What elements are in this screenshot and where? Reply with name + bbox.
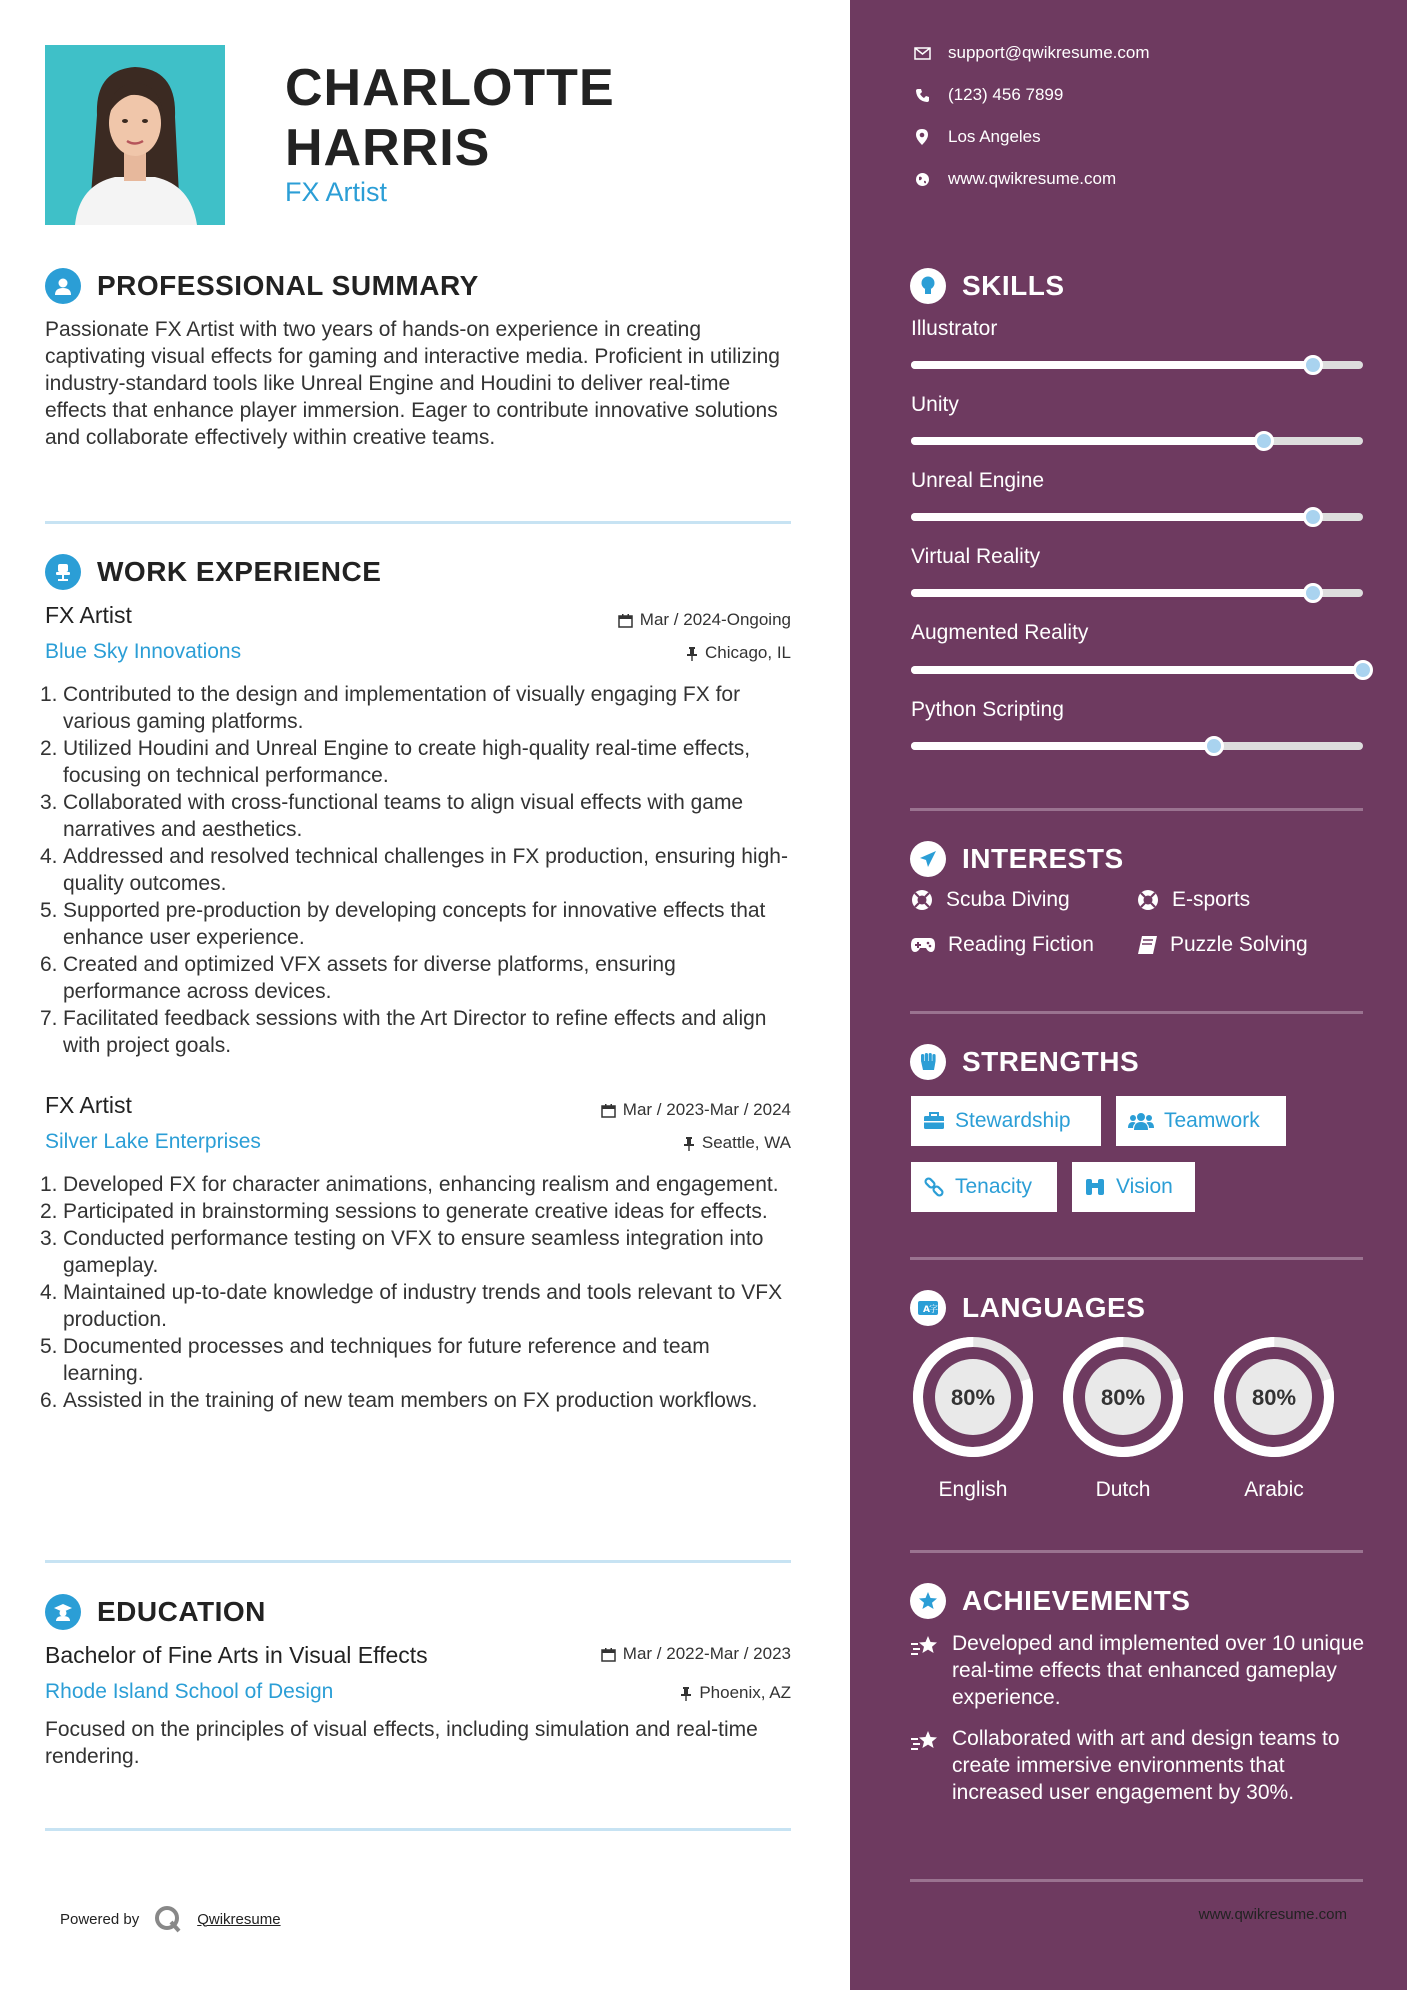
skill-fill — [911, 361, 1313, 369]
job-date-text: Mar / 2024-Ongoing — [639, 610, 791, 629]
user-circle-icon — [45, 268, 81, 304]
strength-label: Teamwork — [1164, 1109, 1260, 1132]
skills-title: SKILLS — [962, 270, 1065, 301]
language-label: Dutch — [1095, 1478, 1151, 1501]
sidebar-divider — [910, 1011, 1363, 1014]
list-item: 3. Conducted performance testing on VFX to ensure seamless integration into gameplay. — [40, 1227, 764, 1277]
language-item — [1212, 1335, 1336, 1502]
job-title: FX Artist — [45, 602, 132, 628]
portrait-illustration — [45, 45, 225, 225]
job-company: Silver Lake Enterprises — [45, 1130, 261, 1153]
education-text: Focused on the principles of visual effects, including simulation and real-time rendering. — [45, 1718, 758, 1768]
work-heading — [45, 554, 381, 590]
skill-knob — [1303, 355, 1323, 375]
powered-by-label: Powered by — [60, 1910, 140, 1928]
interest-label: Puzzle Solving — [1170, 933, 1308, 956]
degree-title: Bachelor of Fine Arts in Visual Effects — [45, 1642, 428, 1668]
paper-plane-icon — [910, 841, 946, 877]
job-location-text: Chicago, IL — [705, 643, 791, 662]
contact-location — [910, 127, 1041, 147]
svg-text:字: 字 — [929, 1305, 939, 1315]
school-name: Rhode Island School of Design — [45, 1680, 334, 1703]
contact-website — [910, 169, 1116, 189]
job-title: FX Artist — [45, 1092, 132, 1118]
pin-icon — [680, 1686, 692, 1701]
job-date — [601, 1100, 791, 1120]
job-date — [618, 610, 791, 630]
chair-icon — [45, 554, 81, 590]
interest-label: E-sports — [1172, 888, 1251, 911]
link-icon — [923, 1176, 945, 1198]
skill-label: Augmented Reality — [911, 621, 1089, 644]
interests-title: INTERESTS — [962, 843, 1124, 874]
language-percent: 80% — [1100, 1385, 1146, 1410]
sidebar-divider — [910, 808, 1363, 811]
interest-item — [1136, 933, 1308, 957]
footer-url[interactable]: www.qwikresume.com — [1198, 1906, 1347, 1923]
list-item: 5. Supported pre-production by developing concepts for innovative effects that enhance user experience. — [40, 899, 766, 949]
interests-heading — [910, 841, 1124, 877]
job-bullets — [40, 1171, 791, 1414]
qwikresume-logo-icon — [153, 1904, 183, 1934]
website-text[interactable]: www.qwikresume.com — [948, 169, 1117, 188]
job-location — [686, 643, 791, 663]
skill-bar — [911, 437, 1363, 445]
education-heading — [45, 1594, 266, 1630]
briefcase-icon — [923, 1112, 945, 1130]
list-item: 7. Facilitated feedback sessions with the Art Director to refine effects and align with project goals. — [40, 1007, 767, 1057]
skill-label: Python Scripting — [911, 698, 1064, 721]
translate-icon — [910, 1290, 946, 1326]
job-date-text: Mar / 2023-Mar / 2024 — [622, 1100, 791, 1119]
interest-label: Reading Fiction — [948, 933, 1094, 956]
strength-tag — [1072, 1162, 1195, 1212]
skill-bar — [911, 589, 1363, 597]
skill-fill — [911, 589, 1313, 597]
profile-photo — [45, 45, 225, 225]
qwikresume-link[interactable]: Qwikresume — [197, 1910, 281, 1928]
skill-label: Unity — [911, 393, 959, 416]
list-item: 2. Participated in brainstorming sessions to generate creative ideas for effects. — [40, 1200, 768, 1223]
skills-heading — [910, 268, 1065, 304]
phone-icon — [910, 88, 934, 103]
phone-text: (123) 456 7899 — [948, 85, 1064, 104]
list-item: 2. Utilized Houdini and Unreal Engine to create high-quality real-time effects, focusing on technical performance. — [40, 737, 751, 787]
achievements-title: ACHIEVEMENTS — [962, 1585, 1191, 1616]
list-item: 6. Assisted in the training of new team members on FX production workflows. — [40, 1389, 758, 1412]
languages-title: LANGUAGES — [962, 1292, 1146, 1323]
globe-icon — [910, 172, 934, 187]
sidebar-divider — [910, 1879, 1363, 1882]
language-ring — [1212, 1335, 1336, 1459]
language-label: Arabic — [1244, 1478, 1304, 1501]
language-item — [1061, 1335, 1185, 1502]
language-ring — [911, 1335, 1035, 1459]
envelope-icon — [910, 47, 934, 60]
powered-by — [60, 1904, 281, 1934]
binoculars-icon — [1084, 1177, 1106, 1197]
section-divider — [45, 521, 791, 524]
skill-knob — [1204, 736, 1224, 756]
skill-fill — [911, 513, 1313, 521]
language-label: English — [938, 1478, 1008, 1501]
skill-fill — [911, 437, 1264, 445]
language-percent: 80% — [950, 1385, 996, 1410]
summary-title: PROFESSIONAL SUMMARY — [97, 270, 479, 301]
calendar-icon — [601, 1103, 616, 1118]
language-percent: 80% — [1251, 1385, 1297, 1410]
interest-item — [910, 933, 1094, 957]
pin-icon — [683, 1136, 695, 1151]
contact-phone — [910, 85, 1063, 105]
job-company: Blue Sky Innovations — [45, 640, 242, 663]
map-marker-icon — [910, 129, 934, 145]
achievement-item — [910, 1630, 1370, 1711]
calendar-icon — [618, 613, 633, 628]
shooting-star-icon — [910, 1630, 952, 1711]
section-divider — [45, 1828, 791, 1831]
list-item: 5. Documented processes and techniques for future reference and team learning. — [40, 1335, 710, 1385]
name-last: HARRIS — [285, 119, 491, 177]
star-badge-icon — [910, 1583, 946, 1619]
achievement-text: Developed and implemented over 10 unique real-time effects that enhanced gameplay experience. — [952, 1632, 1365, 1709]
list-item: 3. Collaborated with cross-functional teams to align visual effects with game narratives and aesthetics. — [40, 791, 744, 841]
skill-knob — [1303, 583, 1323, 603]
list-item: 6. Created and optimized VFX assets for diverse platforms, ensuring performance across devices. — [40, 953, 676, 1003]
sidebar-divider — [910, 1257, 1363, 1260]
interest-item — [1136, 888, 1250, 912]
users-icon — [1128, 1111, 1154, 1131]
skill-knob — [1303, 507, 1323, 527]
interest-item — [910, 888, 1070, 912]
strength-label: Stewardship — [955, 1109, 1071, 1132]
achievement-item — [910, 1725, 1370, 1806]
lifebuoy-icon — [910, 888, 934, 912]
interest-label: Scuba Diving — [946, 888, 1070, 911]
pin-icon — [686, 646, 698, 661]
work-title: WORK EXPERIENCE — [97, 556, 382, 587]
strength-label: Vision — [1116, 1175, 1173, 1198]
skill-fill — [911, 666, 1363, 674]
summary-heading — [45, 268, 479, 304]
skill-bar — [911, 513, 1363, 521]
strength-label: Tenacity — [955, 1175, 1033, 1198]
job-bullets — [40, 681, 791, 1059]
languages-heading — [910, 1290, 1145, 1326]
skill-label: Unreal Engine — [911, 469, 1045, 492]
education-location — [680, 1683, 791, 1703]
skill-fill — [911, 742, 1214, 750]
list-item: 4. Maintained up-to-date knowledge of industry trends and tools relevant to VFX production. — [40, 1281, 783, 1331]
lifebuoy-icon — [1136, 888, 1160, 912]
strength-tag — [911, 1096, 1101, 1146]
sidebar-divider — [910, 1550, 1363, 1553]
language-ring — [1061, 1335, 1185, 1459]
list-item: 4. Addressed and resolved technical challenges in FX production, ensuring high-quality outcomes. — [40, 845, 788, 895]
skill-knob — [1254, 431, 1274, 451]
achievements-heading — [910, 1583, 1190, 1619]
candidate-role: FX Artist — [285, 177, 388, 207]
name-first: CHARLOTTE — [285, 59, 615, 117]
skill-bar — [911, 742, 1363, 750]
skill-label: Virtual Reality — [911, 545, 1041, 568]
skill-label: Illustrator — [911, 317, 998, 340]
candidate-name — [285, 58, 615, 178]
job-location — [683, 1133, 791, 1153]
skill-bar — [911, 666, 1363, 674]
book-icon — [1136, 935, 1158, 955]
fist-icon — [910, 1044, 946, 1080]
language-item — [911, 1335, 1035, 1502]
strength-tag — [911, 1162, 1057, 1212]
skill-bar — [911, 361, 1363, 369]
shooting-star-icon — [910, 1725, 952, 1806]
lightbulb-icon — [910, 268, 946, 304]
job-location-text: Seattle, WA — [701, 1133, 791, 1152]
skill-knob — [1353, 660, 1373, 680]
sidebar — [850, 0, 1407, 1990]
strengths-title: STRENGTHS — [962, 1046, 1140, 1077]
education-date-text: Mar / 2022-Mar / 2023 — [622, 1644, 791, 1663]
strength-tag — [1116, 1096, 1286, 1146]
education-title: EDUCATION — [97, 1596, 266, 1627]
calendar-icon — [601, 1647, 616, 1662]
section-divider — [45, 1560, 791, 1563]
list-item: 1. Contributed to the design and implementation of visually engaging FX for various gaming platforms. — [40, 683, 741, 733]
education-location-text: Phoenix, AZ — [699, 1683, 791, 1702]
location-text: Los Angeles — [948, 127, 1041, 146]
svg-text:A: A — [923, 1305, 930, 1315]
strengths-heading — [910, 1044, 1139, 1080]
gamepad-icon — [910, 936, 936, 954]
achievement-text: Collaborated with art and design teams to create immersive environments that increased user engagement by 30%. — [952, 1727, 1340, 1804]
list-item: 1. Developed FX for character animations, enhancing realism and engagement. — [40, 1173, 779, 1196]
summary-text: Passionate FX Artist with two years of hands-on experience in creating captivating visual effects for gaming and interactive media. Proficient in utilizing industry-standard tools like Unreal Engine and Houdini to deliver real-time effects that enhance player immersion. Eager to contribute innovative solutions and collaborate effectively within creative teams. — [45, 318, 780, 449]
education-date — [601, 1644, 791, 1664]
contact-email — [910, 43, 1150, 63]
graduate-icon — [45, 1594, 81, 1630]
email-text[interactable]: support@qwikresume.com — [948, 43, 1150, 62]
